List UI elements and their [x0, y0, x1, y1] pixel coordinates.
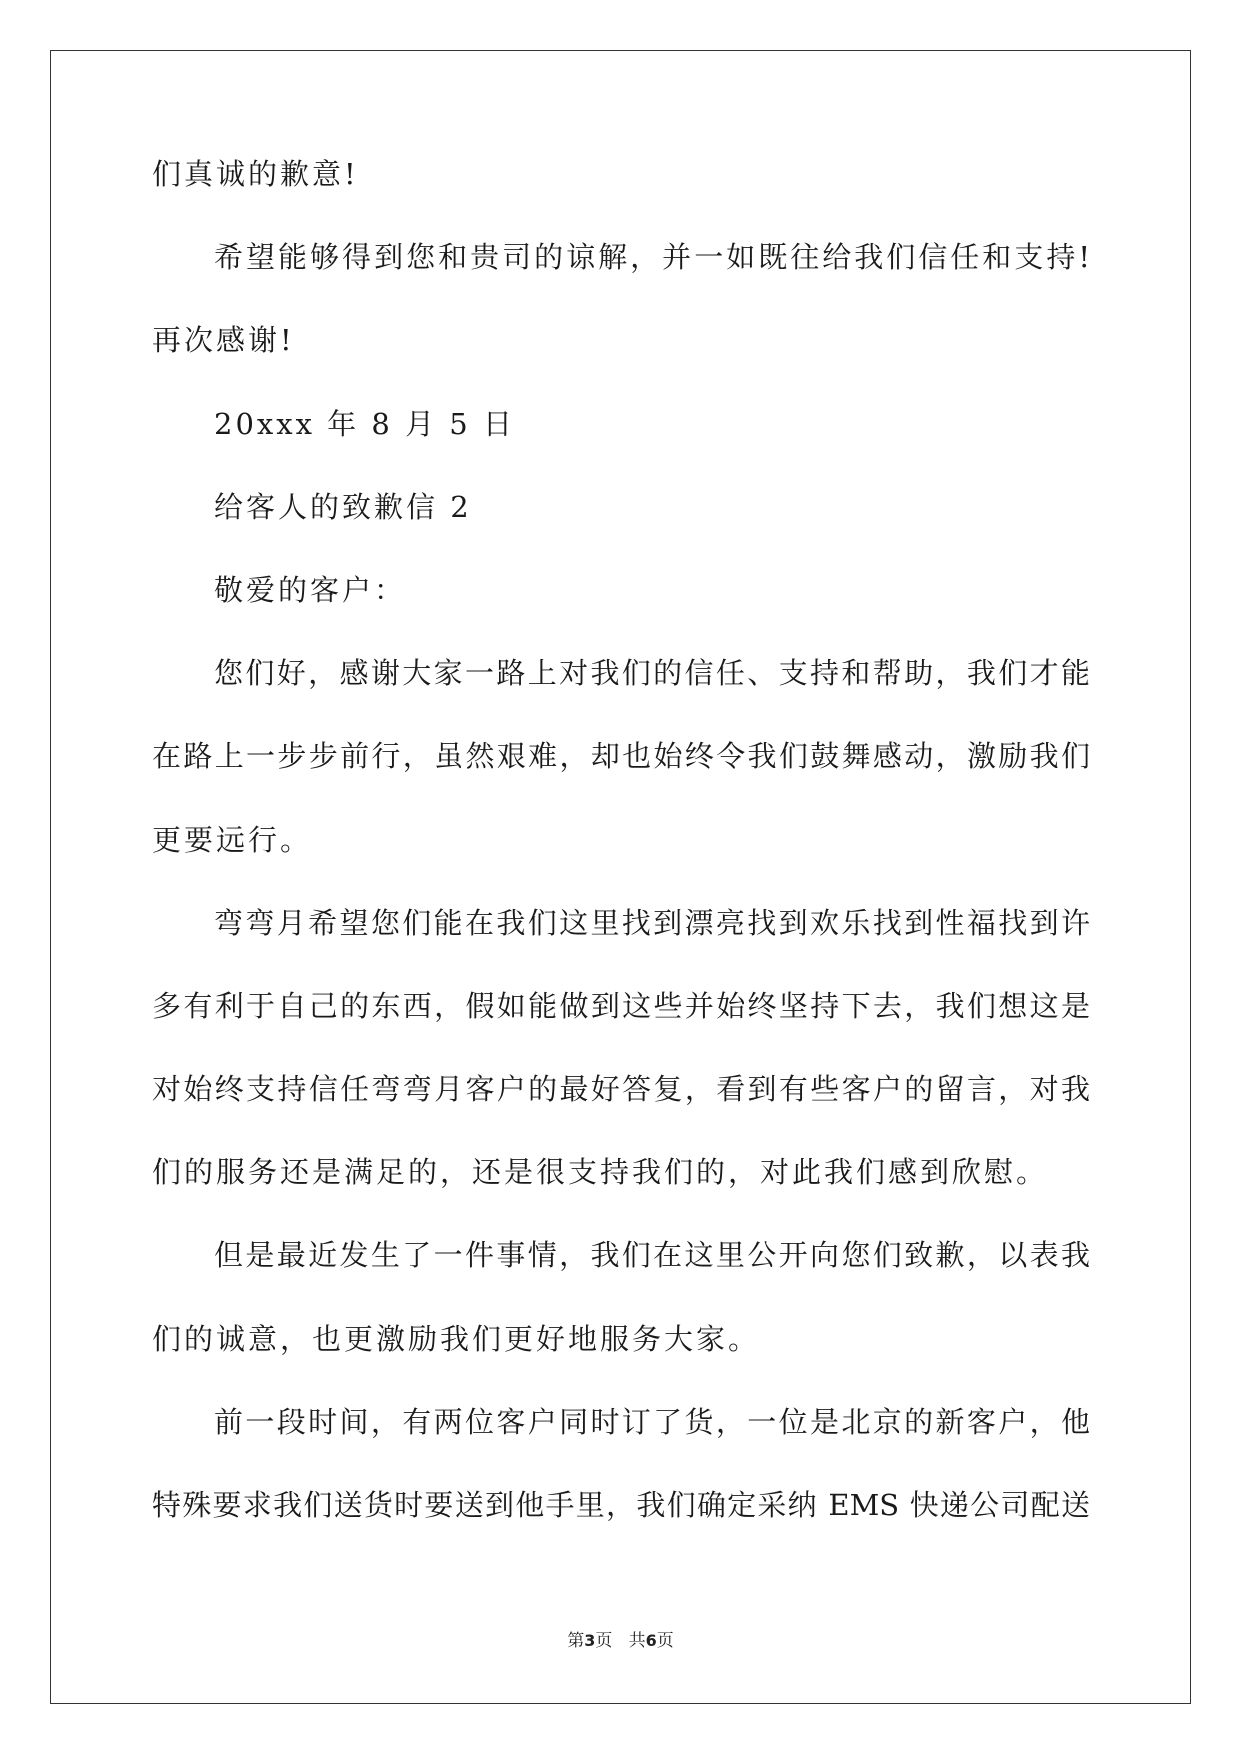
text-line: 但是最近发生了一件事情，我们在这里公开向您们致歉，以表我: [214, 1238, 1090, 1273]
text-line: 弯弯月希望您们能在我们这里找到漂亮找到欢乐找到性福找到许: [214, 905, 1090, 940]
text-line: 您们好，感谢大家一路上对我们的信任、支持和帮助，我们才能: [214, 656, 1090, 691]
text-line: 对始终支持信任弯弯月客户的最好答复，看到有些客户的留言，对我: [152, 1072, 1090, 1107]
text-line: 20xxx 年 8 月 5 日: [214, 406, 515, 441]
text-line: 希望能够得到您和贵司的谅解，并一如既往给我们信任和支持!: [214, 240, 1090, 275]
text-line: 们真诚的歉意!: [152, 157, 359, 191]
total-suffix: 页: [656, 1631, 674, 1651]
page-footer: [0, 1631, 1241, 1651]
text-line: 给客人的致歉信 2: [214, 489, 472, 524]
text-line: 特殊要求我们送货时要送到他手里，我们确定采纳 EMS 快递公司配送: [152, 1488, 1090, 1522]
total-prefix: 共: [628, 1631, 646, 1651]
text-line: 敬爱的客户：: [214, 572, 407, 607]
text-line: 在路上一步步前行，虽然艰难，却也始终令我们鼓舞感动，激励我们: [152, 739, 1090, 774]
text-line: 们的诚意，也更激励我们更好地服务大家。: [152, 1321, 761, 1356]
page-prefix: 第: [567, 1631, 585, 1651]
text-line: 多有利于自己的东西，假如能做到这些并始终坚持下去，我们想这是: [152, 988, 1090, 1023]
text-line: 们的服务还是满足的，还是很支持我们的，对此我们感到欣慰。: [152, 1155, 1049, 1190]
text-line: 更要远行。: [152, 822, 313, 857]
document-body: [152, 157, 1090, 1574]
text-line: 再次感谢!: [152, 323, 295, 358]
page-suffix: 页: [595, 1631, 613, 1651]
page-current: 3: [584, 1631, 596, 1650]
text-line: 前一段时间，有两位客户同时订了货，一位是北京的新客户，他: [214, 1404, 1090, 1439]
page-total: 6: [645, 1631, 657, 1650]
